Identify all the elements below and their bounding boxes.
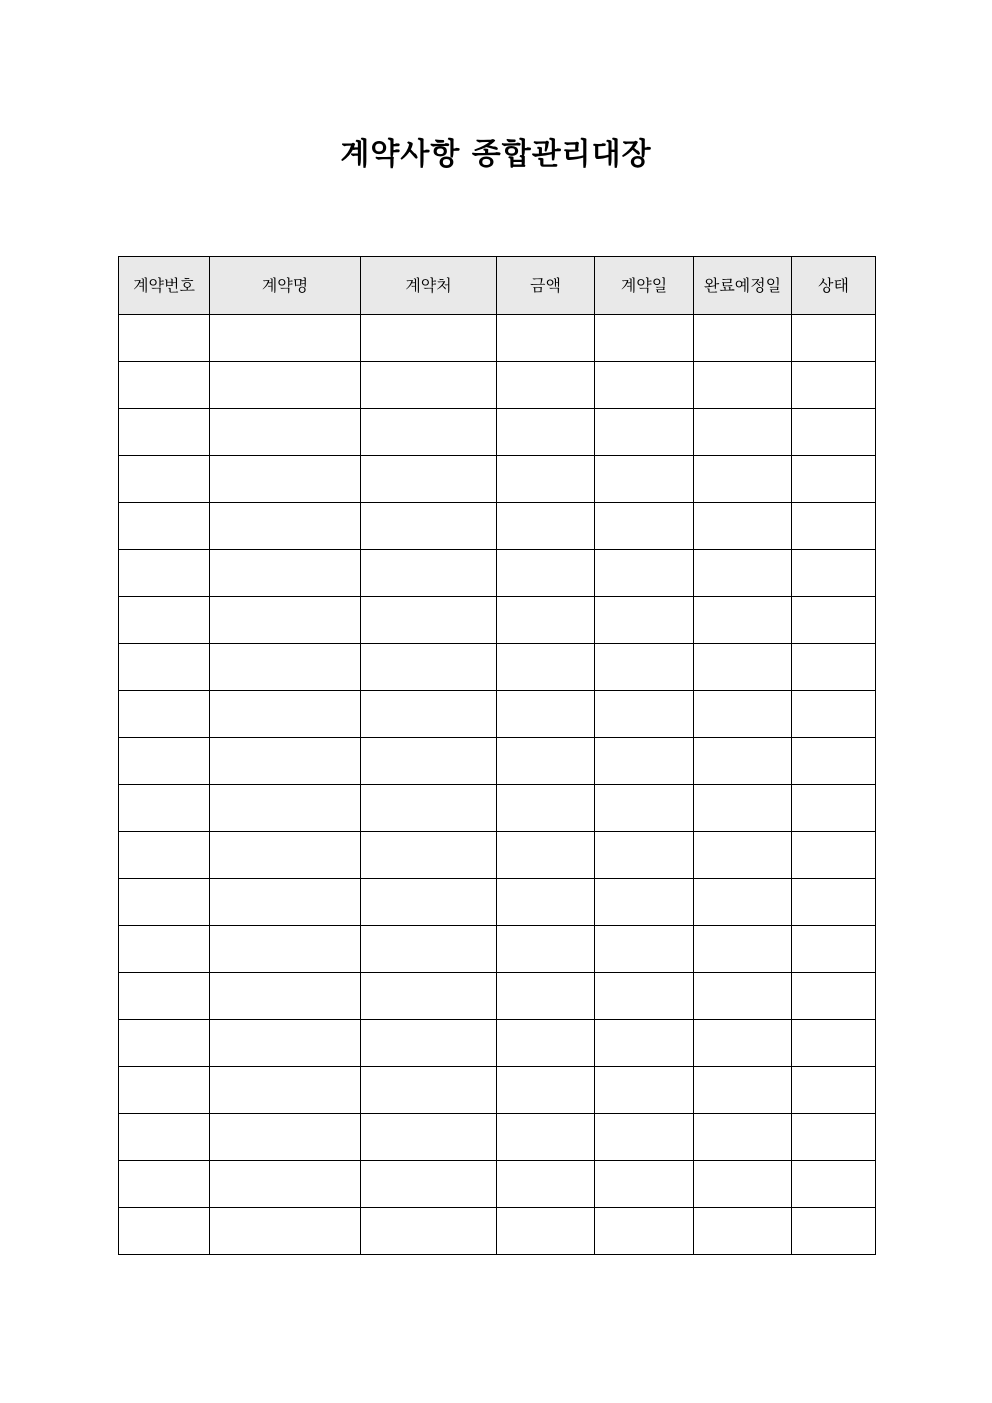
cell-contract-name[interactable] [210,1114,361,1161]
table-row [119,879,876,926]
cell-contract-date[interactable] [595,785,694,832]
cell-expected-completion-date[interactable] [694,644,792,691]
cell-contract-number[interactable] [119,1067,210,1114]
cell-contractor[interactable] [361,597,497,644]
cell-contract-number[interactable] [119,409,210,456]
cell-status[interactable] [792,409,876,456]
header-amount: 금액 [497,257,595,315]
cell-contract-number[interactable] [119,315,210,362]
cell-status[interactable] [792,597,876,644]
cell-contract-name[interactable] [210,550,361,597]
cell-status[interactable] [792,926,876,973]
cell-status[interactable] [792,691,876,738]
cell-contract-date[interactable] [595,1208,694,1255]
cell-contract-date[interactable] [595,550,694,597]
cell-contract-date[interactable] [595,362,694,409]
cell-contract-date[interactable] [595,926,694,973]
cell-contract-date[interactable] [595,1067,694,1114]
cell-contractor[interactable] [361,503,497,550]
cell-contractor[interactable] [361,644,497,691]
cell-expected-completion-date[interactable] [694,550,792,597]
cell-status[interactable] [792,1208,876,1255]
cell-contract-date[interactable] [595,691,694,738]
cell-contract-name[interactable] [210,1208,361,1255]
table-row [119,785,876,832]
cell-contract-name[interactable] [210,785,361,832]
cell-amount[interactable] [497,879,595,926]
header-contract-name: 계약명 [210,257,361,315]
cell-contractor[interactable] [361,409,497,456]
cell-contract-date[interactable] [595,738,694,785]
cell-contractor[interactable] [361,785,497,832]
cell-status[interactable] [792,362,876,409]
cell-amount[interactable] [497,1067,595,1114]
cell-status[interactable] [792,832,876,879]
cell-status[interactable] [792,315,876,362]
table-body [119,315,876,1255]
header-status: 상태 [792,257,876,315]
table-row [119,973,876,1020]
cell-contract-number[interactable] [119,362,210,409]
cell-contract-name[interactable] [210,1161,361,1208]
cell-contract-number[interactable] [119,550,210,597]
cell-expected-completion-date[interactable] [694,1161,792,1208]
cell-amount[interactable] [497,785,595,832]
cell-expected-completion-date[interactable] [694,597,792,644]
cell-amount[interactable] [497,597,595,644]
cell-contractor[interactable] [361,315,497,362]
header-contractor: 계약처 [361,257,497,315]
table-row [119,926,876,973]
cell-status[interactable] [792,503,876,550]
table-row [119,1208,876,1255]
cell-contract-name[interactable] [210,1067,361,1114]
cell-amount[interactable] [497,1114,595,1161]
cell-contract-number[interactable] [119,597,210,644]
header-contract-date: 계약일 [595,257,694,315]
cell-contractor[interactable] [361,362,497,409]
cell-contractor[interactable] [361,1114,497,1161]
cell-amount[interactable] [497,691,595,738]
cell-contractor[interactable] [361,738,497,785]
cell-contract-number[interactable] [119,926,210,973]
cell-amount[interactable] [497,832,595,879]
cell-expected-completion-date[interactable] [694,456,792,503]
table-row [119,644,876,691]
cell-contract-name[interactable] [210,456,361,503]
header-row [119,257,876,315]
cell-contractor[interactable] [361,1067,497,1114]
cell-contract-name[interactable] [210,409,361,456]
cell-status[interactable] [792,738,876,785]
cell-expected-completion-date[interactable] [694,926,792,973]
cell-contract-name[interactable] [210,691,361,738]
cell-contract-name[interactable] [210,503,361,550]
cell-expected-completion-date[interactable] [694,315,792,362]
header-expected-completion-date: 완료예정일 [694,257,792,315]
table-row [119,691,876,738]
cell-contract-date[interactable] [595,597,694,644]
cell-amount[interactable] [497,738,595,785]
table-row [119,550,876,597]
cell-contractor[interactable] [361,832,497,879]
cell-contract-name[interactable] [210,738,361,785]
cell-contract-number[interactable] [119,1020,210,1067]
cell-amount[interactable] [497,550,595,597]
cell-amount[interactable] [497,456,595,503]
cell-contract-name[interactable] [210,973,361,1020]
cell-contract-date[interactable] [595,1161,694,1208]
cell-contract-name[interactable] [210,315,361,362]
cell-contractor[interactable] [361,1020,497,1067]
cell-contractor[interactable] [361,926,497,973]
cell-status[interactable] [792,973,876,1020]
table-row [119,1114,876,1161]
table-row [119,1161,876,1208]
cell-expected-completion-date[interactable] [694,832,792,879]
cell-contract-date[interactable] [595,832,694,879]
cell-expected-completion-date[interactable] [694,879,792,926]
cell-expected-completion-date[interactable] [694,503,792,550]
cell-contract-name[interactable] [210,832,361,879]
cell-contract-name[interactable] [210,1020,361,1067]
cell-contract-number[interactable] [119,691,210,738]
cell-expected-completion-date[interactable] [694,691,792,738]
cell-status[interactable] [792,1020,876,1067]
cell-expected-completion-date[interactable] [694,1020,792,1067]
cell-contract-number[interactable] [119,973,210,1020]
cell-contract-name[interactable] [210,926,361,973]
cell-status[interactable] [792,456,876,503]
cell-amount[interactable] [497,362,595,409]
cell-contract-date[interactable] [595,409,694,456]
cell-contract-number[interactable] [119,785,210,832]
cell-contract-name[interactable] [210,597,361,644]
contract-ledger-table [118,256,876,1255]
table-row [119,456,876,503]
cell-amount[interactable] [497,409,595,456]
cell-contract-number[interactable] [119,738,210,785]
table-row [119,1020,876,1067]
cell-contract-date[interactable] [595,879,694,926]
cell-expected-completion-date[interactable] [694,1208,792,1255]
cell-contractor[interactable] [361,550,497,597]
cell-expected-completion-date[interactable] [694,973,792,1020]
table-row [119,315,876,362]
table-row [119,409,876,456]
cell-status[interactable] [792,550,876,597]
cell-status[interactable] [792,644,876,691]
cell-contractor[interactable] [361,1208,497,1255]
cell-contractor[interactable] [361,879,497,926]
cell-status[interactable] [792,1067,876,1114]
cell-expected-completion-date[interactable] [694,1067,792,1114]
table-row [119,738,876,785]
cell-amount[interactable] [497,315,595,362]
cell-amount[interactable] [497,926,595,973]
cell-amount[interactable] [497,1020,595,1067]
cell-contractor[interactable] [361,1161,497,1208]
cell-contract-date[interactable] [595,1114,694,1161]
cell-contract-number[interactable] [119,1114,210,1161]
cell-contract-number[interactable] [119,1208,210,1255]
table-row [119,503,876,550]
table-row [119,1067,876,1114]
cell-amount[interactable] [497,1208,595,1255]
cell-contract-number[interactable] [119,832,210,879]
cell-status[interactable] [792,879,876,926]
cell-contract-date[interactable] [595,644,694,691]
cell-status[interactable] [792,785,876,832]
cell-expected-completion-date[interactable] [694,738,792,785]
cell-expected-completion-date[interactable] [694,1114,792,1161]
cell-contract-name[interactable] [210,362,361,409]
cell-contract-name[interactable] [210,644,361,691]
table-row [119,362,876,409]
cell-contract-date[interactable] [595,456,694,503]
table-row [119,832,876,879]
cell-contractor[interactable] [361,973,497,1020]
cell-amount[interactable] [497,1161,595,1208]
cell-contract-name[interactable] [210,879,361,926]
cell-expected-completion-date[interactable] [694,362,792,409]
cell-amount[interactable] [497,644,595,691]
cell-amount[interactable] [497,973,595,1020]
cell-contract-number[interactable] [119,644,210,691]
cell-contract-number[interactable] [119,1161,210,1208]
page-title: 계약사항 종합관리대장 [340,137,652,172]
cell-contract-date[interactable] [595,1020,694,1067]
cell-amount[interactable] [497,503,595,550]
header-contract-number: 계약번호 [119,257,210,315]
cell-expected-completion-date[interactable] [694,409,792,456]
cell-contract-number[interactable] [119,879,210,926]
table-row [119,597,876,644]
cell-contract-date[interactable] [595,973,694,1020]
cell-expected-completion-date[interactable] [694,785,792,832]
cell-contract-number[interactable] [119,456,210,503]
cell-status[interactable] [792,1114,876,1161]
cell-contract-date[interactable] [595,503,694,550]
cell-contractor[interactable] [361,691,497,738]
cell-contractor[interactable] [361,456,497,503]
cell-contract-date[interactable] [595,315,694,362]
cell-status[interactable] [792,1161,876,1208]
cell-contract-number[interactable] [119,503,210,550]
